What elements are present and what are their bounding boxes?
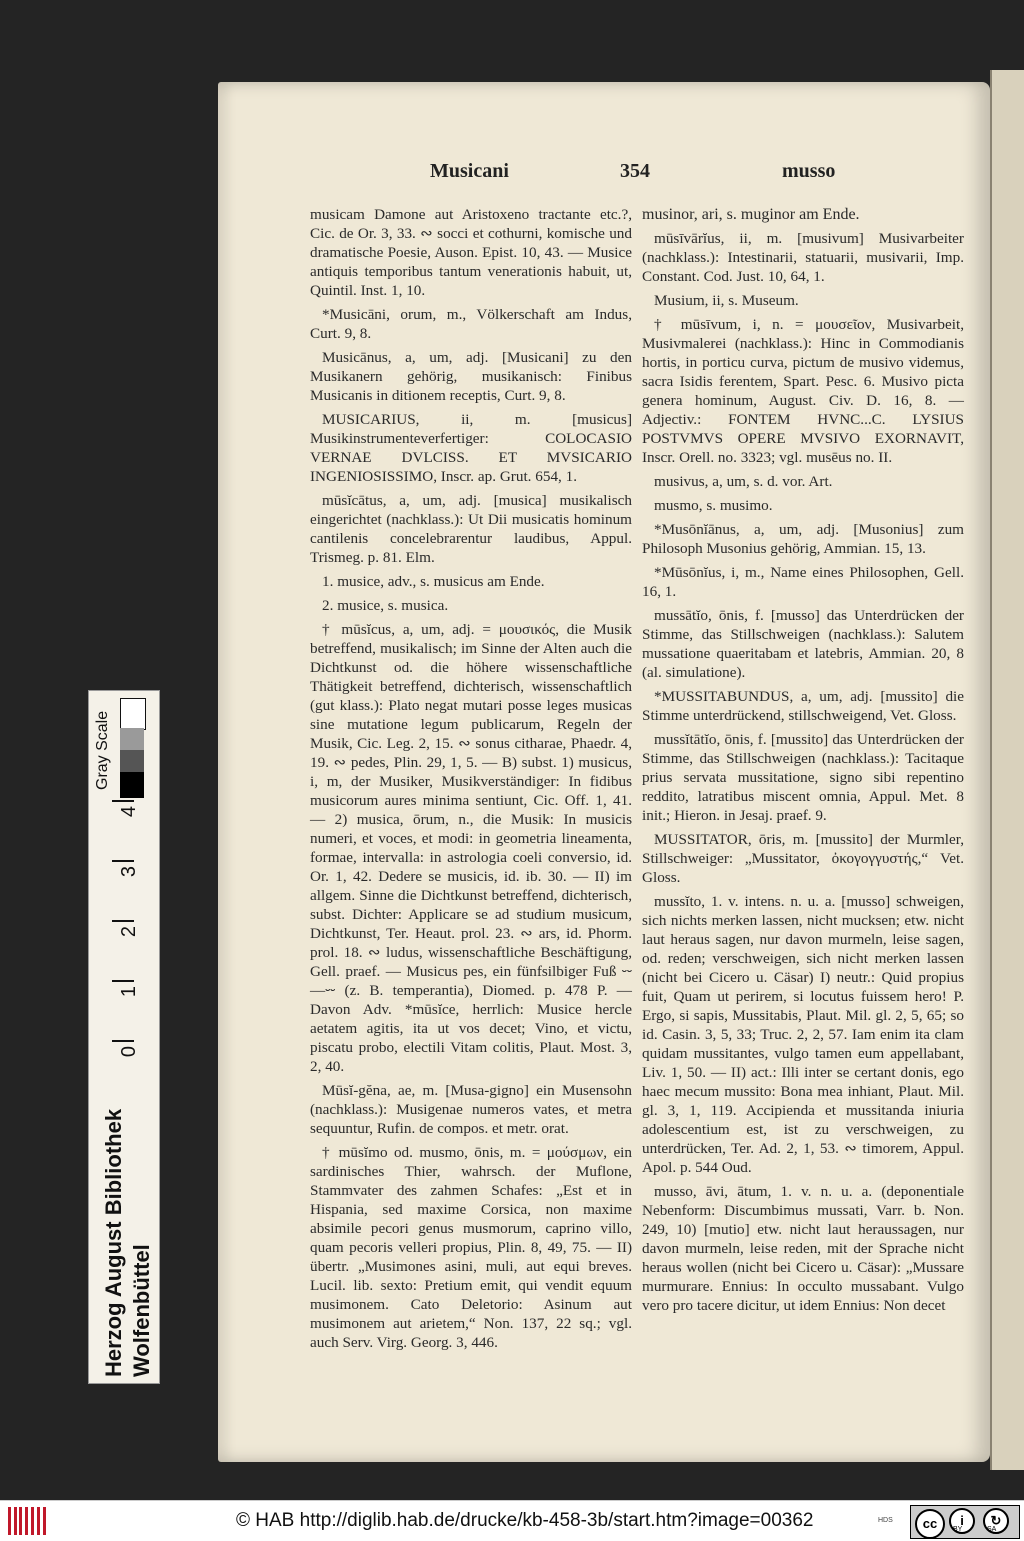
gray-swatch-dark [120, 750, 144, 772]
entry: musso, āvi, ātum, 1. v. n. u. a. (deponentiale Nebenform: Discumbimus mussati, Varr. b. Non. 249, 10) [mutio] etw. nicht laut heraussagen, nur davon murmeln, leise reden, mit der Sprache nicht heraus wollen (nicht bei Cicero u. Cäsar): „Mussare murmurare. Ennius: In occulto mussabant. Vulgo vero pro tacere dicitur, ut idem Ennius: Non decet [642, 1183, 964, 1314]
cm-ruler [110, 800, 150, 1100]
institution-city: Wolfenbüttel [129, 1244, 154, 1377]
header-right-word: musso [782, 160, 836, 182]
running-header [430, 160, 840, 186]
adjacent-page-edge [990, 70, 1024, 1470]
ruler-tick [112, 980, 134, 982]
entry: † mūsĭmo od. musmo, ōnis, m. = μούσμων, ein sardinisches Thier, wahrsch. der Muflone, Stammvater des zahmen Schafes: „Est et in Hispania, sed maxime Corsica, non maxime absimile pecori genus musmorum, caprino villo, quam pecoris velleri propius, Plin. 8, 49, 75. — II) übertr. „Musimones asini, muli, aut equi breves. Lucil. lib. sexto: Pretium emit, qui vendit equum musimonem. Cato Deletorio: Asinum aut musimonem aut arietem,“ Non. 137, 22 sq.; vgl. auch Serv. Virg. Georg. 3, 446. [310, 1144, 632, 1351]
entry: 2. musice, s. musica. [322, 597, 449, 614]
entry: MUSICARIUS, ii, m. [musicus] Musikinstrumenteverfertiger: COLOCASIO VERNAE DVLCISS. ET MVSICARIO INGENIOSISSIMO, Inscr. ap. Grut. 654, 1. [310, 411, 632, 485]
entry: † mūsĭcus, a, um, adj. = μουσικός, die Musik betreffend, musikalisch; im Sinne der Alten auch die Dichtkunst od. die höhere wissenschaftliche Thätigkeit betreffend, dichterisch, wissenschaftlich (gut klass.): Plato negat mutari posse leges musicas sine mutatione legum publicarum, Regeln der Musik, Cic. Leg. 2, 15. ∾ sonus citharae, Phaedr. 4, 19. ∾ pedes, Plin. 29, 1, 5. — B) subst. 1) musicus, i, m, der Musiker, Musikverständiger: In fidibus musicorum aures minima sentiunt, Cic. Off. 1, 41. — 2) musica, ōrum, n., die Musik: In musicis numeri, et voces, et modi: in geometria lineamenta, formae, intervalla: in astrologia coeli conversio, id. Or. 1, 42. Dedere se musicis, id. ib. 30. — II) im allgem. Sinne die Dichtkunst betreffend, dichterisch, subst. Dichter: Applicare se ad studium musicum, Dichtkunst, Ter. Heaut. prol. 23. ∾ ars, id. Phorm. prol. 18. ∾ ludus, wissenschaftliche Beschäftigung, Gell. praef. — Musicus pes, ein fünfsilbiger Fuß ⏑⏑—⏑⏑ (z. B. temperantia), Diomed. p. 478 P. — Davon Adv. *mūsĭce, herrlich: Musice hercle aetatem agitis, ita ut vos decet; Vino, et victu, piscatu probo, electili Vitam colitis, Plaut. Most. 3, 2, 40. [310, 621, 632, 1075]
footer-code: HDS [878, 1517, 893, 1524]
cc-icon: cc [915, 1509, 945, 1539]
institution-name: Herzog August Bibliothek [101, 1108, 126, 1377]
entry: *Mūsōnĭus, i, m., Name eines Philosophen, Gell. 16, 1. [642, 564, 964, 600]
header-left-word: Musicani [430, 160, 509, 182]
right-column [642, 205, 964, 1320]
gray-swatch-white [120, 698, 146, 730]
ruler-tick [112, 920, 134, 922]
entry: mūsīvārĭus, ii, m. [musivum] Musivarbeiter (nachklass.): Intestinarii, statuarii, musivarii, Imp. Constant. Cod. Just. 10, 64, 1. [642, 230, 964, 285]
entry: musmo, s. musimo. [654, 497, 773, 514]
entry: mūsĭcātus, a, um, adj. [musica] musikalisch eingerichtet (nachklass.): Ut Dii musicatis hominum cantilenis concelebrarentur laudibus, Appul. Trismeg. p. 81. Elm. [310, 492, 632, 566]
entry: Mūsĭ-gĕna, ae, m. [Musa-gigno] ein Musensohn (nachklass.): Musigenae numeros vates, et metra sequuntur, Rufin. de compos. et metr. orat. [310, 1082, 632, 1137]
ruler-tick [112, 1040, 134, 1042]
cc-license-badge[interactable] [910, 1505, 1020, 1539]
entry: Musicānus, a, um, adj. [Musicani] zu den Musikanern gehörig, musikanisch: Finibus Musicanis in ditionem receptis, Curt. 9, 8. [310, 349, 632, 404]
left-column [310, 205, 632, 1357]
entry: musicam Damone aut Aristoxeno tractante etc.?, Cic. de Or. 3, 33. ∾ socci et cothurni, komische und dramatische Poesie, Auson. Epist. 10, 43. — Musice antiquis temporibus tantum venerationis habuit, ut, Quintil. Inst. 1, 10. [310, 206, 632, 299]
entry: mussĭtātĭo, ōnis, f. [mussito] das Unterdrücken der Stimme, das Stillschweigen (nachklass.): Tacitaque prius servata mussitatione, signo sibi repentino reddito, latratibus miscent omnia, Appul. Met. 8 init.; Hieron. in Jesaj. praef. 9. [642, 731, 964, 824]
entry: *Musicāni, orum, m., Völkerschaft am Indus, Curt. 9, 8. [310, 306, 632, 342]
entry: *MUSSITABUNDUS, a, um, adj. [mussito] die Stimme unterdrückend, stillschweigend, Vet. Gloss. [642, 688, 964, 724]
entry: mussātĭo, ōnis, f. [musso] das Unterdrücken der Stimme, das Stillschweigen (nachklass.): Salutem mussatione quaeritabam et latebris, Ammian. 20, 8 (al. simulatione). [642, 607, 964, 681]
gray-swatch-black [120, 772, 144, 798]
gray-swatch-mid [120, 728, 144, 750]
by-icon: i [949, 1508, 975, 1534]
gray-scale-label: Gray Scale [94, 710, 111, 790]
sa-icon: ↻ [983, 1508, 1009, 1534]
page-number: 354 [620, 160, 650, 182]
entry: musinor, ari, s. muginor am Ende. [642, 206, 860, 223]
barcode-icon [8, 1507, 48, 1535]
ruler-number: 2 [118, 925, 141, 938]
entry: mussĭto, 1. v. intens. n. u. a. [musso] schweigen, sich nichts merken lassen, nicht mucksen; etw. nicht laut heraus sagen, nur davon murmeln, leise sagen, od. reden; verschweigen, sich nicht merken lassen (nicht bei Cicero u. Cäsar) I) neutr.: Quid propius fuit, Quam ut perirem, si locutus fuissem hero! P. Ergo, si sapis, Mussitabis, Plaut. Mil. gl. 2, 5, 65; so id. Casin. 3, 5, 33; Truc. 2, 2, 57. Iam enim ita clam quidam mussitantes, vulgo tamen eum appellabant, Liv. 1, 50. — II) act.: Illi inter se certant donis, ego haec mecum mussito: Bona mea inhiant, Plaut. Mil. gl. 3, 1, 119. Accipienda et mussitanda iniuria adolescentium est, ist zu verschweigen, zu unterdrücken, Ter. Ad. 2, 1, 53. ∾ timorem, Appul. Apol. p. 544 Oud. [642, 893, 964, 1176]
entry: *Musōnĭānus, a, um, adj. [Musonius] zum Philosoph Musonius gehörig, Ammian. 15, 13. [642, 521, 964, 557]
ruler-tick [112, 860, 134, 862]
ruler-tick [112, 800, 134, 802]
footer-bar [0, 1500, 1024, 1541]
source-url[interactable]: © HAB http://diglib.hab.de/drucke/kb-458-3b/start.htm?image=00362 [236, 1510, 814, 1531]
entry: Musium, ii, s. Museum. [654, 292, 799, 309]
entry: MUSSITATOR, ōris, m. [mussito] der Murmler, Stillschweiger: „Mussitator, ὀκογογγυστής,“ Vet. Gloss. [642, 831, 964, 886]
entry: 1. musice, adv., s. musicus am Ende. [322, 573, 545, 590]
ruler-number: 1 [118, 985, 141, 998]
ruler-number: 0 [118, 1045, 141, 1058]
ruler-number: 3 [118, 865, 141, 878]
cc-by-label: BY [953, 1526, 963, 1533]
ruler-number: 4 [118, 805, 141, 818]
gray-scale [92, 698, 152, 798]
cc-sa-label: SA [987, 1526, 997, 1533]
entry: † mūsīvum, i, n. = μουσεῖον, Musivarbeit, Musivmalerei (nachklass.): Hinc in Commodianis hortis, in porticu curva, pictum de musivo videmus, sacra Isidis ferentem, Spart. Pesc. 6. Musivo picta genera hominum, August. Civ. D. 16, 8. — Adjectiv.: FONTEM HVNC...C. LYSIUS POSTVMVS OPERE MVSIVO EXORNAVIT, Inscr. Orell. no. 3323; vgl. musēus no. II. [642, 316, 964, 466]
entry: musivus, a, um, s. d. vor. Art. [654, 473, 833, 490]
